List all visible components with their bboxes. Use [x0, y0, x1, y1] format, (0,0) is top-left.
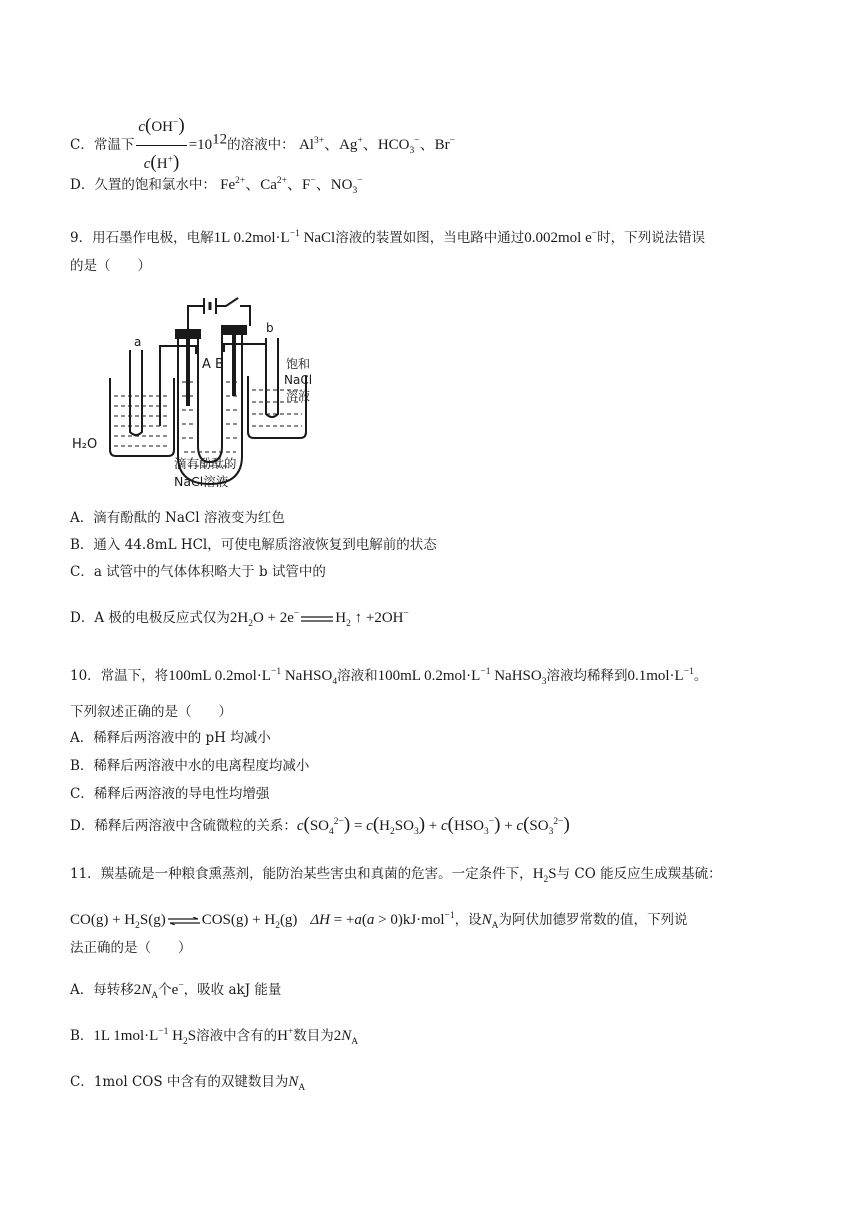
- q11-stem-line1: 11．羰基硫是一种粮食熏蒸剂，能防治某些害虫和真菌的危害。一定条件下，$H_2S$与 CO 能反应生成羰基硫：: [70, 866, 722, 885]
- q9-option-a: A．滴有酚酞的 NaCl 溶液变为红色: [70, 510, 285, 526]
- q9-stem-line2: 的是（ ）: [70, 258, 151, 274]
- q10-option-a: A．稀释后两溶液中的 pH 均减小: [70, 730, 271, 746]
- label-bottom-1: 滴有酚酞的: [174, 456, 237, 471]
- q9-option-b: B．通入 44.8mL HCl，可使电解质溶液恢复到电解前的状态: [70, 537, 437, 553]
- q10-option-c: C．稀释后两溶液的导电性均增强: [70, 786, 270, 802]
- electrolysis-apparatus-figure: [70, 286, 332, 500]
- q11-option-b: B．1L $1mol\cdot L^{-1}$ $H_2S$溶液中含有的H+数目为$2N_A$: [70, 1027, 359, 1047]
- label-right-2: NaCl: [284, 373, 313, 387]
- label-bottom-2: NaCl溶液: [174, 474, 229, 489]
- q10-stem-line1: 10．常温下，将100mL $0.2mol\cdot L^{-1}$ NaHSO$_4$溶液和100mL $0.2mol\cdot L^{-1}$ NaHSO$_3$溶液均稀释到$0.1mol\cdot L^{-1}$。: [70, 667, 708, 687]
- label-electrodes-ab: A B: [202, 357, 224, 372]
- label-a: a: [134, 335, 142, 349]
- q11-option-c: C．1mol COS 中含有的双键数目为$N_A$: [70, 1074, 306, 1093]
- q8-option-d: D．久置的饱和氯水中： $Fe^{2+}$、$Ca^{2+}$、F−、$NO_3^-$: [70, 176, 363, 196]
- q10-stem-line2: 下列叙述正确的是（ ）: [70, 704, 232, 720]
- q11-stem-line3: 法正确的是（ ）: [70, 940, 192, 956]
- q11-option-a: A．每转移$2N_A$个e−，吸收 akJ 能量: [70, 981, 282, 1001]
- equals-arrow-icon: [301, 615, 333, 623]
- q10-option-b: B．稀释后两溶液中水的电离程度均减小: [70, 758, 310, 774]
- label-right-1: 饱和: [286, 357, 311, 371]
- q9-stem-line1: 9．用石墨作电极，电解1L $0.2mol\cdot L^{-1}$ NaCl溶液的装置如图，当电路中通过0.002mol e−时，下列说法错误: [70, 229, 706, 246]
- q10-option-d: D．稀释后两溶液中含硫微粒的关系：$c(SO_4^{2-}) = c(H_2SO_3) + c(HSO_3^-) + c(SO_3^{2-})$: [70, 814, 570, 837]
- label-water: H₂O: [72, 437, 98, 452]
- q8-option-c: C．常温下 $\frac{c(OH^-)}{c(H^+)}$ $=10^{12}$的溶液中： $Al^{3+}$、Ag+、$HCO_3^-$、Br−: [70, 112, 455, 179]
- q9-option-c: C．a 试管中的气体体积略大于 b 试管中的: [70, 564, 326, 580]
- q9-option-d: D．A 极的电极反应式仅为$2H_2O + 2e^-$ $H_2$ ↑ +2OH−: [70, 609, 409, 629]
- label-right-3: 溶液: [286, 389, 311, 403]
- reversible-arrow-icon: [168, 917, 200, 925]
- oh-over-h-fraction: $\frac{c(OH^-)}{c(H^+)}$: [136, 112, 186, 179]
- label-b: b: [266, 321, 274, 335]
- q11-stem-line2: $CO(g) + H_2S(g) COS(g) + H_2(g)$ ΔH = +a(a > 0)kJ·mol$^{-1}$，设$N_A$为阿伏加德罗常数的值，下列说: [70, 911, 688, 931]
